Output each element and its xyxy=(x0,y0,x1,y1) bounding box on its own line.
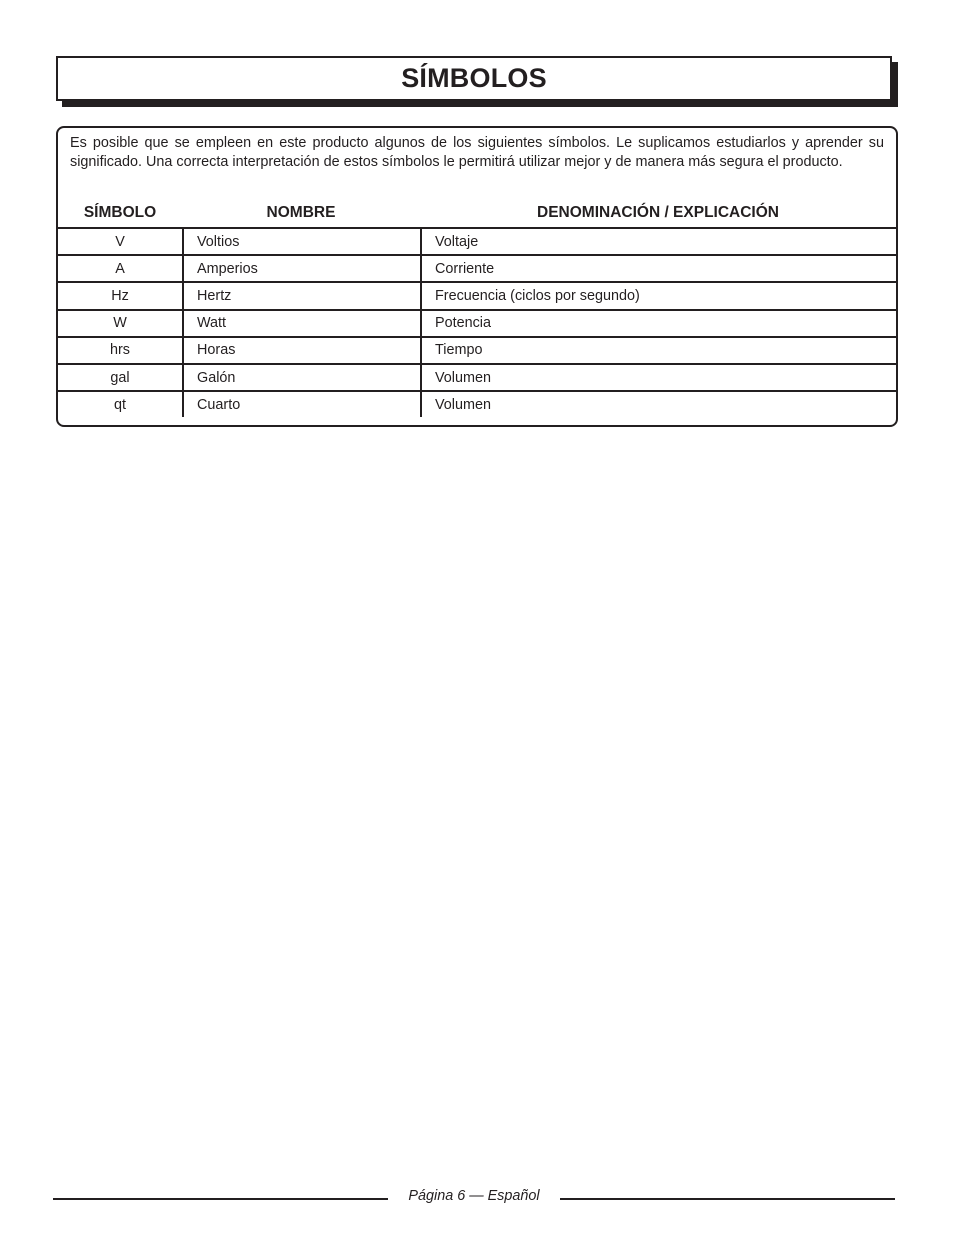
explanation-cell: Corriente xyxy=(421,255,896,282)
table-row xyxy=(58,310,896,337)
intro-text: Es posible que se empleen en este producto algunos de los siguientes símbolos. Le suplicamos estudiarlos y aprender su significado. Una correcta interpretación de estos símbolos le permitirá utilizar mejor y de manera más segura el producto. xyxy=(70,135,884,171)
name-cell: Amperios xyxy=(183,255,421,282)
symbol-cell: qt xyxy=(58,391,183,417)
name-cell: Horas xyxy=(183,337,421,364)
name-cell: Galón xyxy=(183,364,421,391)
footer-rule-left xyxy=(53,1198,388,1200)
symbols-table xyxy=(58,227,896,417)
table-row xyxy=(58,364,896,391)
symbols-panel xyxy=(56,126,898,427)
table-row xyxy=(58,228,896,255)
explanation-cell: Voltaje xyxy=(421,228,896,255)
table-row xyxy=(58,391,896,417)
name-cell: Voltios xyxy=(183,228,421,255)
table-row xyxy=(58,282,896,309)
symbol-cell: V xyxy=(58,228,183,255)
name-cell: Cuarto xyxy=(183,391,421,417)
explanation-cell: Volumen xyxy=(421,391,896,417)
symbol-cell: gal xyxy=(58,364,183,391)
name-cell: Hertz xyxy=(183,282,421,309)
symbol-cell: W xyxy=(58,310,183,337)
explanation-cell: Volumen xyxy=(421,364,896,391)
section-title-box xyxy=(56,56,892,101)
page-title: SÍMBOLOS xyxy=(401,63,547,93)
page-footer xyxy=(53,1186,895,1208)
name-cell: Watt xyxy=(183,310,421,337)
explanation-cell: Frecuencia (ciclos por segundo) xyxy=(421,282,896,309)
footer-rule-right xyxy=(560,1198,895,1200)
header-explanation: DENOMINACIÓN / EXPLICACIÓN xyxy=(537,204,779,221)
explanation-cell: Tiempo xyxy=(421,337,896,364)
header-symbol: SÍMBOLO xyxy=(83,204,157,221)
explanation-cell: Potencia xyxy=(421,310,896,337)
symbol-cell: A xyxy=(58,255,183,282)
table-row xyxy=(58,337,896,364)
header-name: NOMBRE xyxy=(266,204,336,221)
symbol-cell: hrs xyxy=(58,337,183,364)
symbol-cell: Hz xyxy=(58,282,183,309)
table-row xyxy=(58,255,896,282)
page-number-label: Página 6 — Español xyxy=(408,1188,540,1204)
